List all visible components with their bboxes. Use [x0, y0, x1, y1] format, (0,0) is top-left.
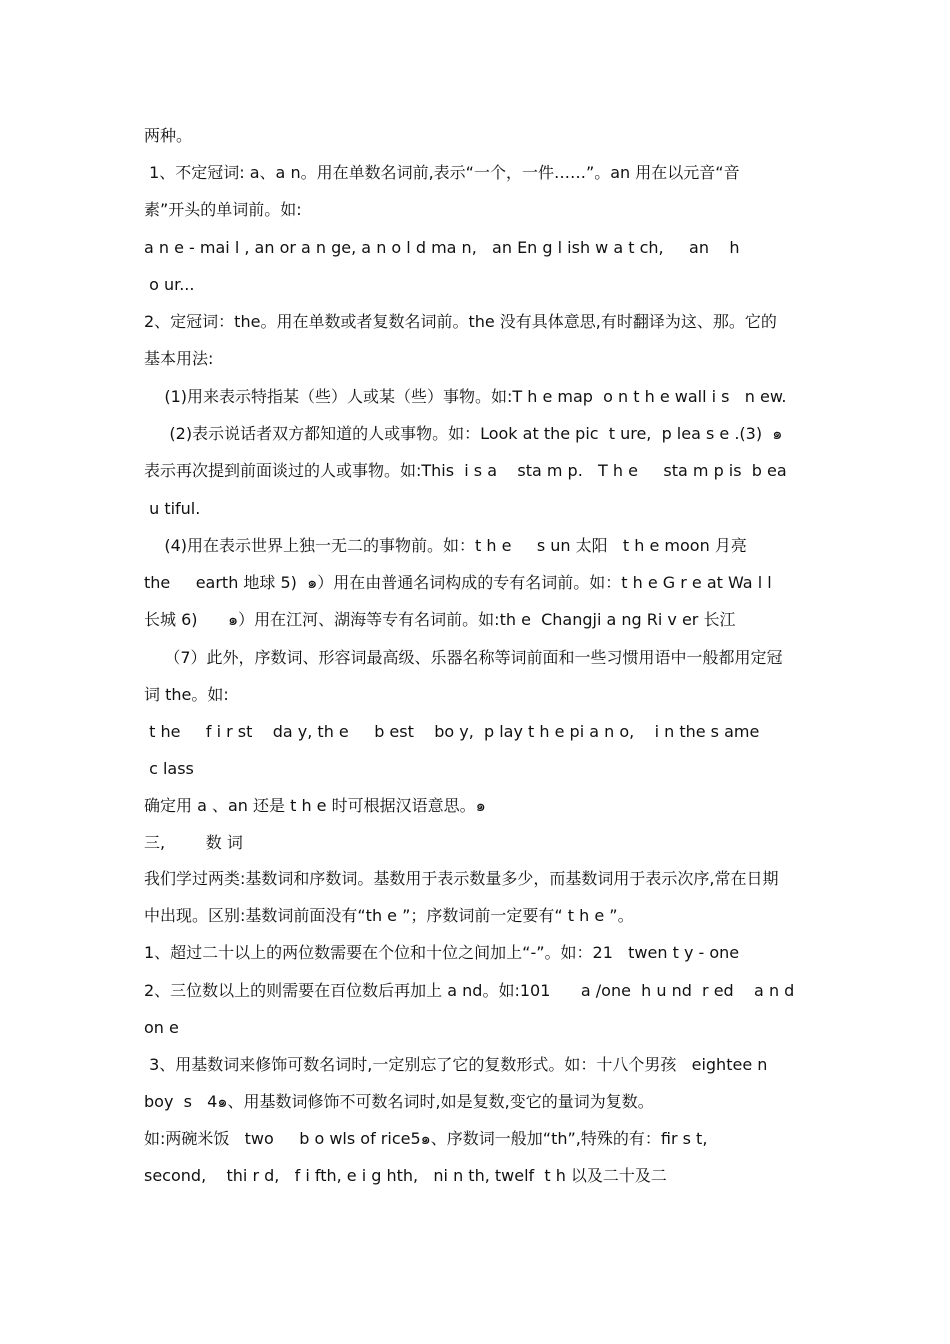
text-line: 我们学过两类:基数词和序数词。基数用于表示数量多少，而基数词用于表示次序,常在日期 — [144, 869, 779, 888]
text-line: （7）此外，序数词、形容词最高级、乐器名称等词前面和一些习惯用语中一般都用定冠 — [144, 648, 783, 667]
text-line: c lass — [144, 759, 194, 778]
text-line: u tiful. — [144, 499, 201, 518]
section-heading: 三, 数 词 — [144, 833, 243, 852]
text-line: 确定用 a 、an 还是 t h e 时可根据汉语意思。๑ — [144, 796, 486, 815]
text-line: o ur... — [144, 275, 195, 294]
text-line: (1)用来表示特指某（些）人或某（些）事物。如:T h e map o n t h e wall i s n ew. — [144, 387, 787, 406]
text-line: 词 the。如: — [144, 685, 229, 704]
text-line: 2、定冠词：the。用在单数或者复数名词前。the 没有具体意思,有时翻译为这、那。它的 — [144, 312, 777, 331]
text-line: 1、不定冠词: a、a n。用在单数名词前,表示“一个，一件……”。an 用在以元音“音 — [144, 163, 740, 182]
text-line: 3、用基数词来修饰可数名词时,一定别忘了它的复数形式。如：十八个男孩 eightee n — [144, 1055, 768, 1074]
text-line: 如:两碗米饭 two b o wls of rice5๑、序数词一般加“th”,特殊的有：fir s t, — [144, 1129, 708, 1148]
text-line: 素”开头的单词前。如: — [144, 200, 302, 219]
text-line: second, thi r d, f i fth, e i g hth, ni n th, twelf t h 以及二十及二 — [144, 1166, 667, 1185]
text-line: 中出现。区别:基数词前面没有“th e ”；序数词前一定要有“ t h e ”。 — [144, 906, 634, 925]
text-line: 2、三位数以上的则需要在百位数后再加上 a nd。如:101 a /one h u nd r ed a n d — [144, 981, 795, 1000]
text-line: (2)表示说话者双方都知道的人或事物。如：Look at the pic t ure, p lea s e .(3) ๑ — [144, 424, 783, 443]
text-line: on e — [144, 1018, 179, 1037]
text-line: a n e - mai l , an or a n ge, a n o l d ma n, an En g l ish w a t ch, an h — [144, 238, 740, 257]
text-line: 两种。 — [144, 126, 193, 145]
text-line: boy s 4๑、用基数词修饰不可数名词时,如是复数,变它的量词为复数。 — [144, 1092, 654, 1111]
text-line: 1、超过二十以上的两位数需要在个位和十位之间加上“-”。如：21 twen t y - one — [144, 943, 740, 962]
text-line: 表示再次提到前面谈过的人或事物。如:This i s a sta m p. T h e sta m p is b ea — [144, 461, 787, 480]
text-line: t he f i r st da y, th e b est bo y, p lay t h e pi a n o, i n the s ame — [144, 722, 760, 741]
text-line: 长城 6) ๑）用在江河、湖海等专有名词前。如:th e Changji a ng Ri v er 长江 — [144, 610, 736, 629]
text-line: the earth 地球 5) ๑）用在由普通名词构成的专有名词前。如：t h e G r e at Wa l l — [144, 573, 772, 592]
text-line: 基本用法: — [144, 349, 214, 368]
text-line: (4)用在表示世界上独一无二的事物前。如：t h e s un 太阳 t h e moon 月亮 — [144, 536, 747, 555]
